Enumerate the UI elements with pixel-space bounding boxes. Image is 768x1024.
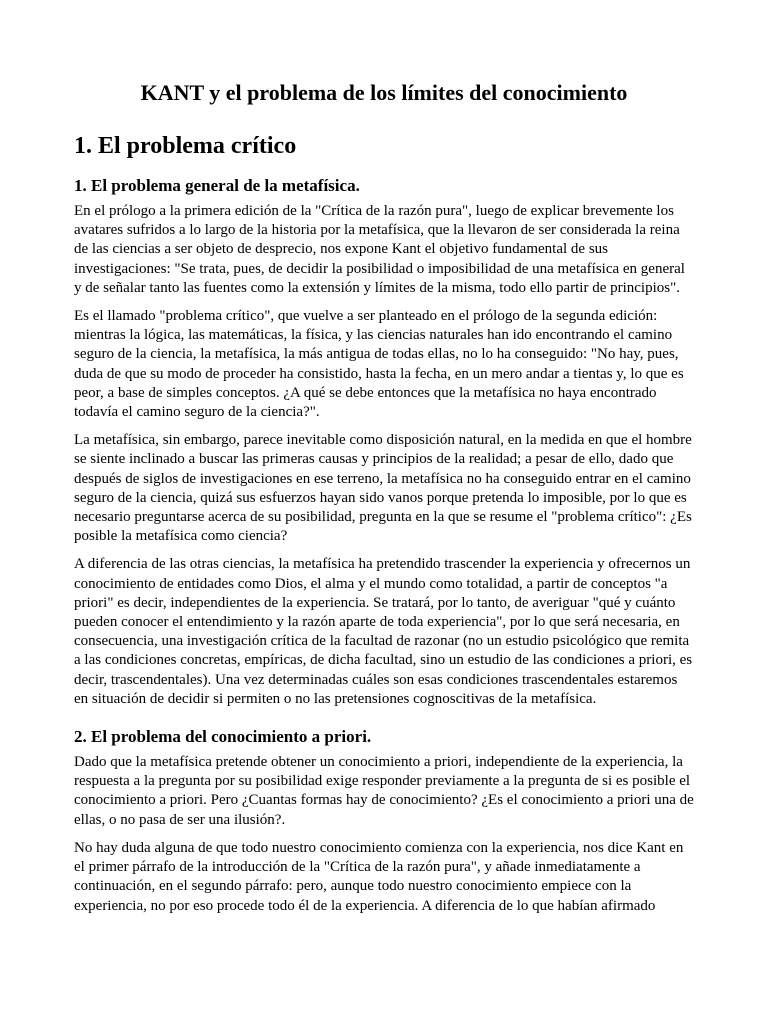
section-heading: 1. El problema general de la metafísica.	[74, 176, 360, 195]
paragraph: En el prólogo a la primera edición de la "Crítica de la razón pura", luego de explicar brevemente los avatares sufridos a lo largo de la historia por la metafísica, que la llevaron de ser considerada la reina de las ciencias a ser objeto de desprecio, nos expone Kant el objetivo fundamental de sus investigaciones: "Se trata, pues, de decidir la posibilidad o imposibilidad de una metafísica en general y de señalar tanto las fuentes como la extensión y límites de la misma, todo ello partir de principios".	[74, 203, 685, 296]
document-title: KANT y el problema de los límites del conocimiento	[140, 80, 628, 105]
section-heading: 2. El problema del conocimiento a priori.	[74, 727, 372, 747]
section-2	[74, 725, 694, 916]
section-1	[74, 174, 694, 709]
chapter-heading: 1. El problema crítico	[74, 133, 297, 159]
paragraph: No hay duda alguna de que todo nuestro conocimiento comienza con la experiencia, nos dice Kant en el primer párrafo de la introducción de la "Crítica de la razón pura", y añade inmediatamente a continuación, en el segundo párrafo: pero, aunque todo nuestro conocimiento empiece con la experiencia, no por eso procede todo él de la experiencia. A diferencia de lo que habían afirmado	[74, 839, 684, 914]
paragraph: La metafísica, sin embargo, parece inevitable como disposición natural, en la medida en que el hombre se siente inclinado a buscar las primeras causas y principios de la realidad; a pesar de ello, dado que después de siglos de investigaciones en ese terreno, la metafísica no ha conseguido entrar en el camino seguro de la ciencia, quizá sus esfuerzos hayan sido vanos porque pretenda lo imposible, por lo que es necesario preguntarse acerca de su posibilidad, pregunta en la que se resume el "problema crítico": ¿Es posible la metafísica como ciencia?	[74, 432, 692, 545]
paragraph: Es el llamado "problema crítico", que vuelve a ser planteado en el prólogo de la segunda edición: mientras la lógica, las matemáticas, la física, y las ciencias naturales han ido encontrando el camino seguro de la ciencia, la metafísica, la más antigua de todas ellas, no lo ha conseguido: "No hay, pues, duda de que su modo de proceder ha consistido, hasta la fecha, en un mero andar a tientas y, lo que es peor, a base de simples conceptos. ¿A qué se debe entonces que la metafísica no haya encontrado todavía el camino seguro de la ciencia?".	[74, 308, 684, 421]
paragraph: Dado que la metafísica pretende obtener un conocimiento a priori, independiente de la experiencia, la respuesta a la pregunta por su posibilidad exige responder previamente a la pregunta de si es posible el conocimiento a priori. Pero ¿Cuantas formas hay de conocimiento? ¿Es el conocimiento a priori una de ellas, o no pasa de ser una ilusión?.	[74, 754, 694, 828]
paragraph: A diferencia de las otras ciencias, la metafísica ha pretendido trascender la experiencia y ofrecernos un conocimiento de entidades como Dios, el alma y el mundo como totalidad, a partir de conceptos "a priori" es decir, independientes de la experiencia. Se tratará, por lo tanto, de averiguar "qué y cuánto pueden conocer el entendimiento y la razón aparte de toda experiencia", por lo que será necesaria, en consecuencia, una investigación crítica de la facultad de razonar (no un estudio psicológico que remita a las condiciones concretas, empíricas, de dicha facultad, sino un estudio de las condiciones a priori, es decir, trascendentales). Una vez determinadas cuáles son esas condiciones trascendentales estaremos en situación de decidir si permiten o no las pretensiones cognoscitivas de la metafísica.	[74, 556, 693, 707]
